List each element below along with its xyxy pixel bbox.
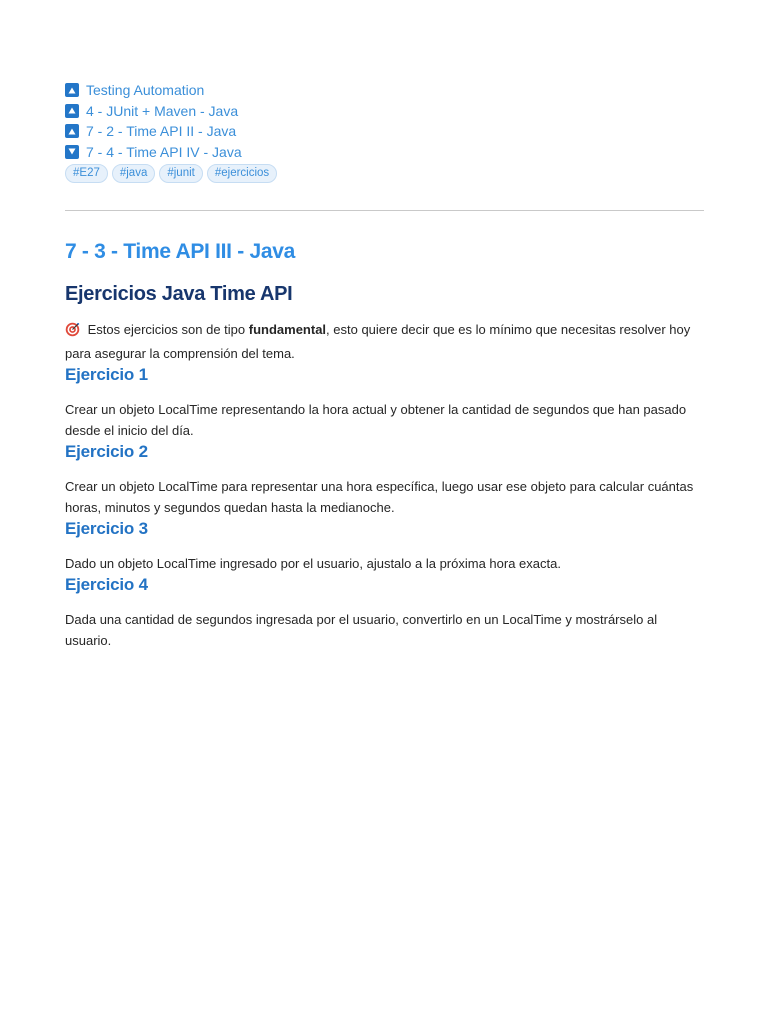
exercise-1-title: Ejercicio 1 [65, 365, 148, 384]
tag-list [65, 164, 704, 183]
nav-link-label: 4 - JUnit + Maven - Java [86, 102, 239, 119]
tag-ejercicios[interactable]: #ejercicios [207, 164, 277, 183]
exercise-3-body: Dado un objeto LocalTime ingresado por el usuario, ajustalo a la próxima hora exacta. [65, 556, 561, 571]
exercise-2-body: Crear un objeto LocalTime para representar una hora específica, luego usar ese objeto para calcular cuántas horas, minutos y segundos quedan hasta la medianoche. [65, 479, 694, 515]
exercise-2-title: Ejercicio 2 [65, 442, 148, 461]
tag-e27[interactable]: #E27 [65, 164, 108, 183]
exercise-3-title: Ejercicio 3 [65, 519, 148, 538]
document-page [65, 80, 704, 651]
target-icon [65, 322, 80, 343]
nav-links [65, 80, 704, 162]
nav-link-time-api-ii[interactable] [65, 121, 704, 142]
section-title: Ejercicios Java Time API [65, 283, 293, 305]
nav-link-label: 7 - 2 - Time API II - Java [86, 123, 237, 140]
intro-text-bold: fundamental [248, 322, 327, 337]
exercise-4-title: Ejercicio 4 [65, 575, 148, 594]
exercise-4-body: Dada una cantidad de segundos ingresada por el usuario, convertirlo en un LocalTime y mostrárselo al usuario. [65, 612, 658, 648]
nav-link-time-api-iv[interactable] [65, 142, 704, 163]
nav-link-testing-automation[interactable] [65, 80, 704, 101]
intro-text-before: Estos ejercicios son de tipo [84, 322, 249, 337]
arrow-up-icon [65, 83, 79, 97]
tag-java[interactable]: #java [112, 164, 156, 183]
intro-paragraph [65, 319, 704, 364]
divider [65, 210, 704, 211]
nav-link-label: 7 - 4 - Time API IV - Java [86, 143, 242, 160]
page-title: 7 - 3 - Time API III - Java [65, 240, 295, 263]
arrow-up-icon [65, 124, 79, 138]
arrow-up-icon [65, 104, 79, 118]
nav-link-label: Testing Automation [86, 82, 205, 99]
arrow-down-icon [65, 145, 79, 159]
exercise-1-body: Crear un objeto LocalTime representando la hora actual y obtener la cantidad de segundos que han pasado desde el inicio del día. [65, 402, 687, 438]
intro-text-after: , esto quiere decir que es lo mínimo que necesitas resolver hoy para asegurar la comprensión del tema. [65, 322, 691, 361]
nav-link-junit-maven[interactable] [65, 101, 704, 122]
tag-junit[interactable]: #junit [159, 164, 203, 183]
